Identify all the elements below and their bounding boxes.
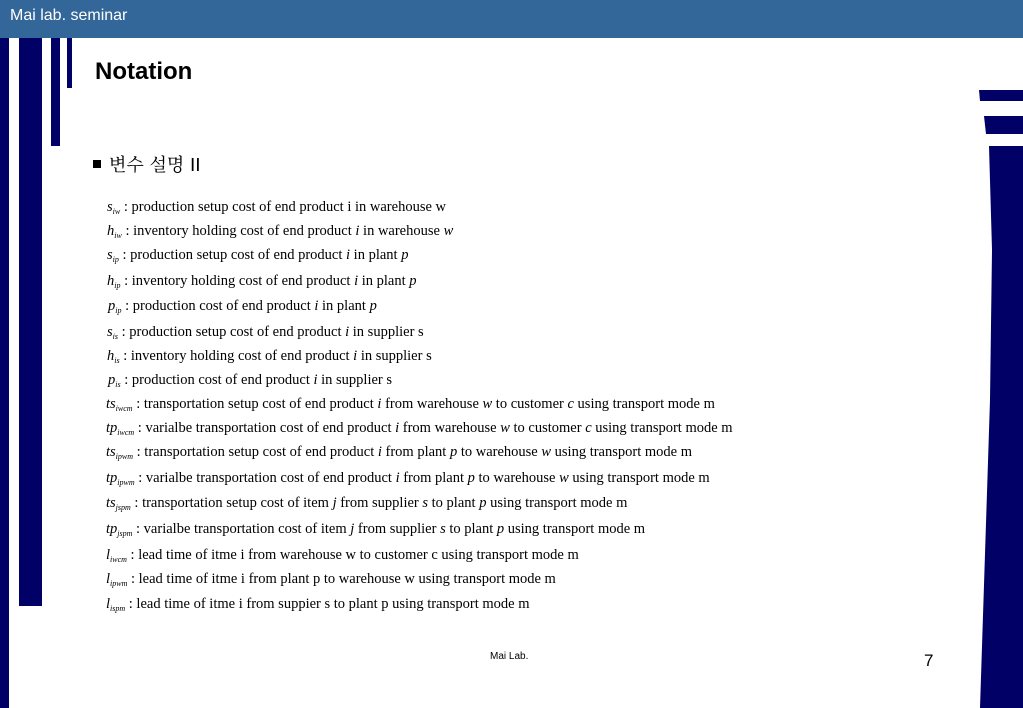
page-title: Notation [95,58,193,85]
description-text: using transport mode m [591,420,733,436]
description-text: to warehouse [474,470,560,486]
symbol-subscript: ip [112,255,119,264]
definition-row [107,223,453,240]
symbol-subscript: iw [114,231,122,240]
description-text: in supplier s [349,324,424,340]
description-text: : inventory holding cost of end product [119,348,354,364]
section-label: 변수 설명 II [109,155,201,176]
description-text: : lead time of itme i from plant p to warehouse w using transport mode m [127,571,556,587]
variable: w [443,223,454,239]
description-text: : lead time of itme i from suppier s to plant p using transport mode m [125,596,530,612]
definition-row [107,324,424,341]
description-text: in plant [358,273,410,289]
symbol-subscript: iwcm [117,428,135,437]
description-text: : lead time of itme i from warehouse w to customer c using transport mode m [126,547,579,563]
variable: i [395,470,400,486]
description-text: using transport mode m [568,470,710,486]
symbol: ts [106,495,116,511]
right-slant-1 [979,90,1023,101]
definition-row [108,372,392,389]
variable: i [313,372,318,388]
description-text: in plant [350,247,402,263]
description-text: : production setup cost of end product [118,247,347,263]
symbol-subscript: ipwm [117,478,135,487]
symbol: tp [106,470,118,486]
definition-row [106,396,715,413]
variable: p [449,444,458,460]
page-number: 7 [924,651,934,670]
symbol-subscript: is [114,356,120,365]
right-slant-3 [980,146,1023,708]
section-heading [93,151,201,177]
description-text: : production cost of end product [121,298,315,314]
definition-row [107,273,417,290]
description-text: : inventory holding cost of end product [120,273,355,289]
symbol-subscript: ipwm [110,579,128,588]
description-text: from supplier [336,495,423,511]
definition-row [107,199,446,216]
description-text: to plant [428,495,480,511]
definition-row [108,298,377,315]
symbol-subscript: iw [112,207,121,216]
description-text: using transport mode m [504,521,646,537]
description-text: to customer [492,396,568,412]
header-label: Mai lab. seminar [10,7,128,24]
symbol: h [107,223,115,239]
description-text: : production setup cost of end product [118,324,346,340]
variable: i [314,298,319,314]
variable: i [355,223,360,239]
description-text: : production setup cost of end product i in warehouse w [120,199,446,215]
description-text: : transportation setup cost of item [130,495,333,511]
symbol-subscript: ip [115,306,122,315]
variable: s [440,521,446,537]
description-text: in supplier s [317,372,393,388]
description-text: from plant [399,470,468,486]
symbol: s [107,324,113,340]
symbol-subscript: ipwm [115,452,134,461]
description-text: in warehouse [359,223,444,239]
variable: c [585,420,592,436]
variable: i [395,420,400,436]
symbol-subscript: jspm [115,503,131,512]
description-text: to plant [445,521,497,537]
symbol: p [108,372,116,388]
description-text: in supplier s [357,348,432,364]
description-text: using transport mode m [573,396,715,412]
variable: s [422,495,429,511]
variable: p [496,521,505,537]
square-bullet-icon [93,160,101,168]
symbol-subscript: is [112,332,118,341]
description-text: : transportation setup cost of end product [132,396,378,412]
symbol: tp [106,420,118,436]
symbol-subscript: ip [114,281,121,290]
variable: p [467,470,475,486]
symbol-subscript: is [115,380,121,389]
description-text: : production cost of end product [120,372,314,388]
variable: p [409,273,417,289]
symbol: l [106,571,111,587]
symbol: p [108,298,116,314]
definition-row [106,470,710,487]
symbol-subscript: iwcm [110,555,127,564]
definition-row [106,420,733,437]
description-text: from warehouse [399,420,501,436]
definition-row [106,571,556,588]
variable: i [345,324,350,340]
right-slant-2 [984,116,1023,134]
description-text: : varialbe transportation cost of item [132,521,351,537]
variable: w [541,444,552,460]
description-text: from supplier [354,521,441,537]
description-text: : transportation setup cost of end product [133,444,378,460]
definition-row [106,547,579,564]
description-text: in plant [318,298,370,314]
description-text: using transport mode m [551,444,692,460]
variable: j [332,495,337,511]
definition-row [106,495,627,512]
symbol: l [106,596,111,612]
symbol: ts [106,444,116,460]
description-text: : varialbe transportation cost of end product [134,420,396,436]
definition-row [106,521,645,538]
symbol: ts [106,396,116,412]
definition-row [107,348,432,365]
description-text: from warehouse [381,396,483,412]
footer-label: Mai Lab. [490,651,529,662]
definition-row [106,444,692,461]
definition-row [106,596,529,613]
symbol-subscript: ispm [110,604,126,613]
variable: c [567,396,574,412]
description-text: : inventory holding cost of end product [121,223,356,239]
variable: p [401,247,409,263]
variable: w [482,396,493,412]
variable: p [369,298,377,314]
variable: w [500,420,510,436]
description-text: using transport mode m [486,495,628,511]
variable: j [350,521,355,537]
symbol: h [107,273,115,289]
symbol: s [107,199,113,215]
symbol: h [107,348,115,364]
variable: i [353,348,358,364]
symbol: tp [106,521,118,537]
description-text: to warehouse [457,444,542,460]
symbol: s [107,247,113,263]
variable: i [354,273,359,289]
description-text: from plant [381,444,450,460]
variable: p [479,495,487,511]
definition-row [107,247,408,264]
variable: w [559,470,569,486]
variable: i [377,444,382,460]
variable: i [346,247,351,263]
symbol-subscript: iwcm [115,404,133,413]
symbol-subscript: jspm [117,529,133,538]
description-text: to customer [509,420,586,436]
symbol: l [106,547,111,563]
description-text: : varialbe transportation cost of end product [134,470,396,486]
variable: i [377,396,382,412]
